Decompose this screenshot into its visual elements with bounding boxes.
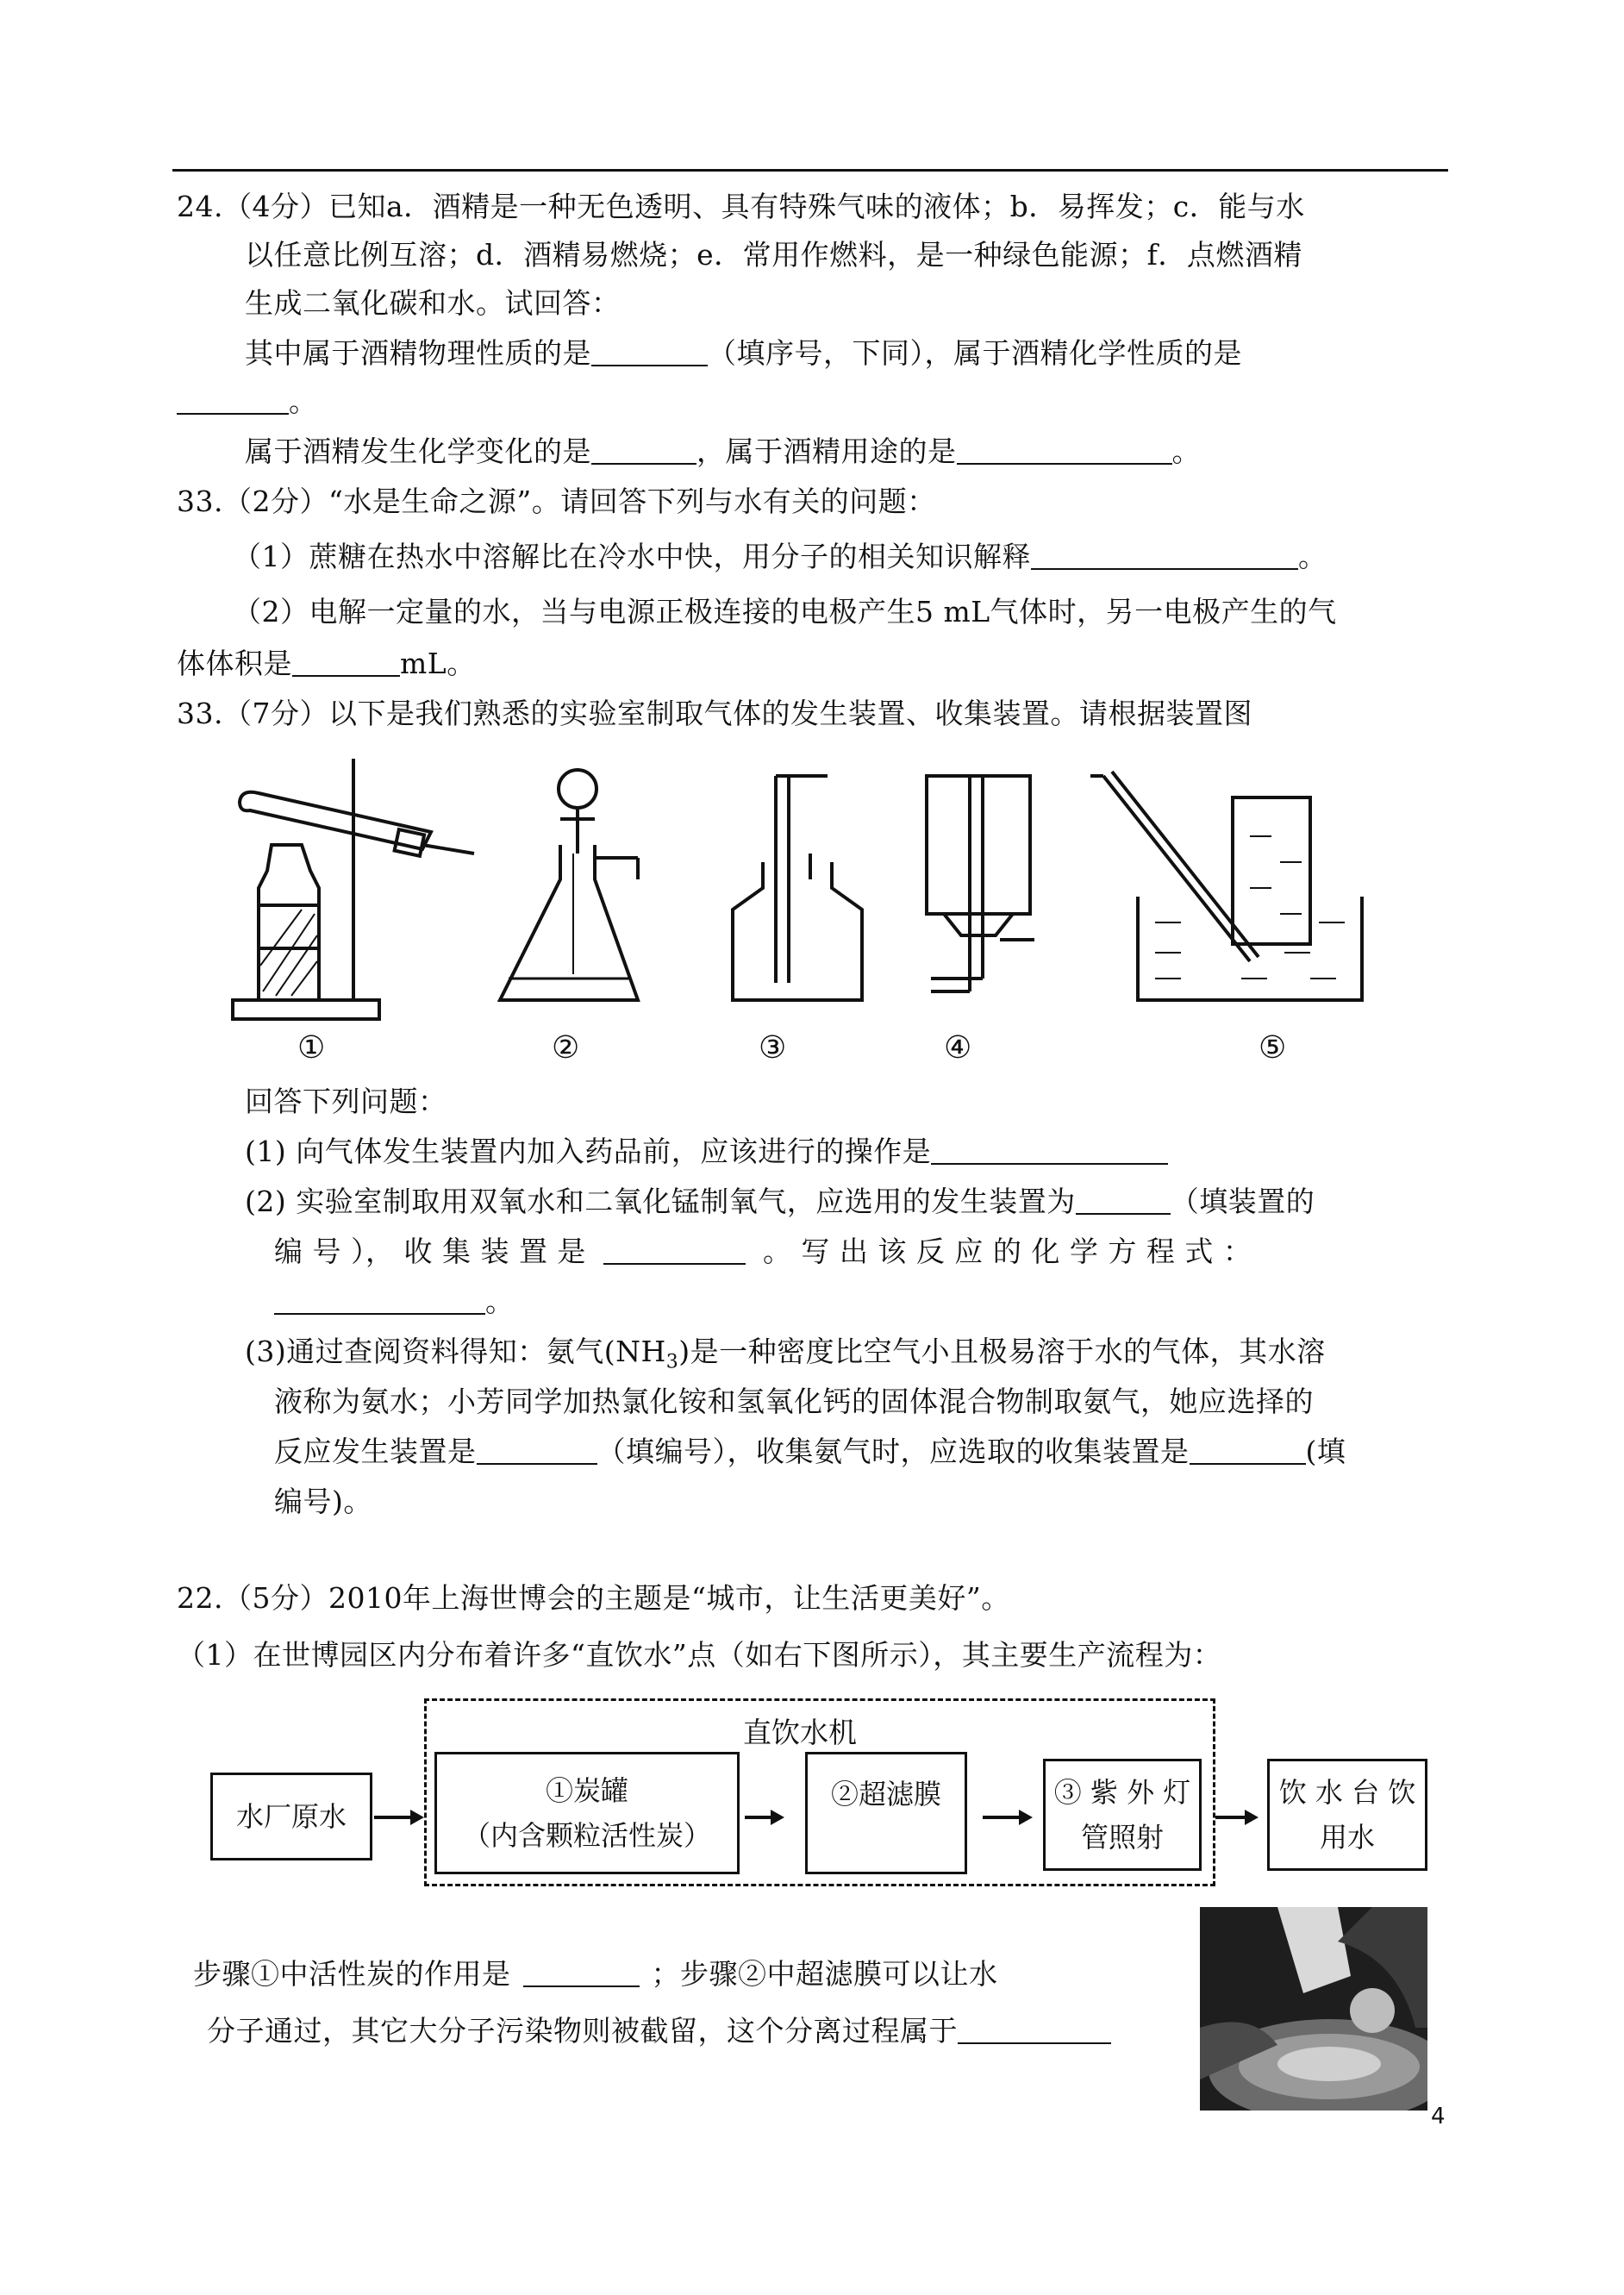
q24-line2: 以任意比例互溶；d．酒精易燃烧；e．常用作燃料，是一种绿色能源；f．点燃酒精 — [245, 238, 1302, 272]
q22-line3: 步骤①中活性炭的作用是 ；步骤②中超滤膜可以让水 — [193, 1957, 998, 1991]
answer-blank[interactable] — [292, 649, 400, 677]
answer-blank[interactable] — [1076, 1187, 1171, 1215]
answer-blank[interactable] — [957, 437, 1172, 465]
answer-blank[interactable] — [1031, 542, 1298, 570]
drinking-fountain-photo — [1200, 1907, 1427, 2111]
answer-blank[interactable] — [958, 2017, 1111, 2044]
apparatus-5-water-trough — [1090, 772, 1362, 1000]
flow-arrow — [1215, 1816, 1253, 1819]
q33b-part2-line2: 编 号 ）， 收 集 装 置 是 。 写 出 该 反 应 的 化 学 方 程 式 ： — [274, 1235, 1252, 1268]
apparatus-4-inverted-bottle — [927, 776, 1034, 991]
flow-end-box: 饮 水 台 饮 用水 — [1267, 1759, 1427, 1871]
q24-line6: 属于酒精发生化学变化的是 ，属于酒精用途的是 。 — [245, 435, 1201, 468]
answer-blank[interactable] — [477, 1437, 597, 1465]
q24-physical-prompt: 其中属于酒精物理性质的是 — [245, 336, 591, 370]
apparatus-label-2: ② — [552, 1030, 580, 1066]
answer-blank[interactable] — [177, 387, 289, 415]
answer-blank[interactable] — [274, 1287, 485, 1315]
q24-line3: 生成二氧化碳和水。试回答： — [245, 286, 621, 320]
q33b-part3-line1: (3)通过查阅资料得知：氨气$(NH_3)$是一种密度比空气小且极易溶于水的气体，其水溶 — [245, 1335, 1326, 1373]
q24-line1: 24.（4分）已知a．酒精是一种无色透明、具有特殊气味的液体；b．易挥发；c．能与水 — [177, 190, 1305, 223]
flow-arrow — [745, 1816, 779, 1819]
answer-blank[interactable] — [523, 1960, 640, 1987]
q33b-part3-line2: 液称为氨水；小芳同学加热氯化铵和氢氧化钙的固体混合物制取氨气，她应选择的 — [274, 1385, 1314, 1418]
q33b-part2-line3: 。 — [274, 1279, 515, 1320]
answer-blank[interactable] — [603, 1237, 746, 1265]
header-rule — [172, 169, 1448, 172]
q33b-intro: 回答下列问题： — [245, 1085, 447, 1118]
q33b-line1: 33.（7分）以下是我们熟悉的实验室制取气体的发生装置、收集装置。请根据装置图 — [177, 697, 1252, 730]
apparatus-label-5: ⑤ — [1259, 1030, 1287, 1066]
answer-blank[interactable] — [591, 437, 696, 465]
apparatus-label-3: ③ — [759, 1030, 787, 1066]
answer-blank[interactable] — [931, 1137, 1168, 1165]
q33b-part1: (1) 向气体发生装置内加入药品前，应该进行的操作是 — [245, 1129, 1168, 1170]
q22-line1: 22.（5分）2010年上海世博会的主题是“城市，让生活更美好”。 — [177, 1581, 1010, 1615]
flow-arrow — [983, 1816, 1027, 1819]
apparatus-1-heating — [233, 759, 474, 1019]
answer-blank[interactable] — [591, 339, 708, 366]
q22-line4: 分子通过，其它大分子污染物则被截留，这个分离过程属于 — [207, 2009, 1111, 2049]
q33b-part3-line4: 编号)。 — [274, 1485, 372, 1518]
apparatus-3-bottle — [733, 776, 862, 1000]
apparatus-figure — [224, 750, 1448, 1026]
flow-step2-box: ②超滤膜 — [805, 1752, 967, 1874]
flow-source-box: 水厂原水 — [210, 1773, 372, 1860]
page-number: 4 — [1431, 2104, 1446, 2129]
q33a-line1: 33.（2分）“水是生命之源”。请回答下列与水有关的问题： — [177, 485, 936, 518]
apparatus-label-1: ① — [297, 1030, 326, 1066]
flow-step1-box: ①炭罐 （内含颗粒活性炭） — [434, 1752, 740, 1874]
q24-line4 — [245, 331, 1242, 372]
answer-blank[interactable] — [1190, 1437, 1306, 1465]
flow-step3-box: ③ 紫 外 灯 管照射 — [1043, 1759, 1202, 1871]
q33b-part3-line3: 反应发生装置是 （填编号），收集氨气时，应选取的收集装置是 (填 — [274, 1435, 1346, 1468]
q33a-line3: （2）电解一定量的水，当与电源正极连接的电极产生5 mL气体时，另一电极产生的气 — [233, 595, 1337, 628]
q24-chemical-prompt: （填序号，下同），属于酒精化学性质的是 — [708, 336, 1242, 370]
machine-label: 直饮水机 — [743, 1716, 857, 1749]
flow-arrow — [374, 1816, 419, 1819]
q24-line5: 。 — [177, 379, 318, 420]
q33a-line2: （1）蔗糖在热水中溶解比在冷水中快，用分子的相关知识解释 。 — [233, 540, 1327, 573]
q33a-line4: 体体积是 mL。 — [177, 647, 476, 680]
q33b-part2-line1: (2) 实验室制取用双氧水和二氧化锰制氧气，应选用的发生装置为 （填装置的 — [245, 1185, 1315, 1218]
apparatus-2-flask — [500, 770, 638, 1000]
q22-line2: （1）在世博园区内分布着许多“直饮水”点（如右下图所示），其主要生产流程为： — [177, 1638, 1222, 1672]
apparatus-label-4: ④ — [944, 1030, 972, 1066]
